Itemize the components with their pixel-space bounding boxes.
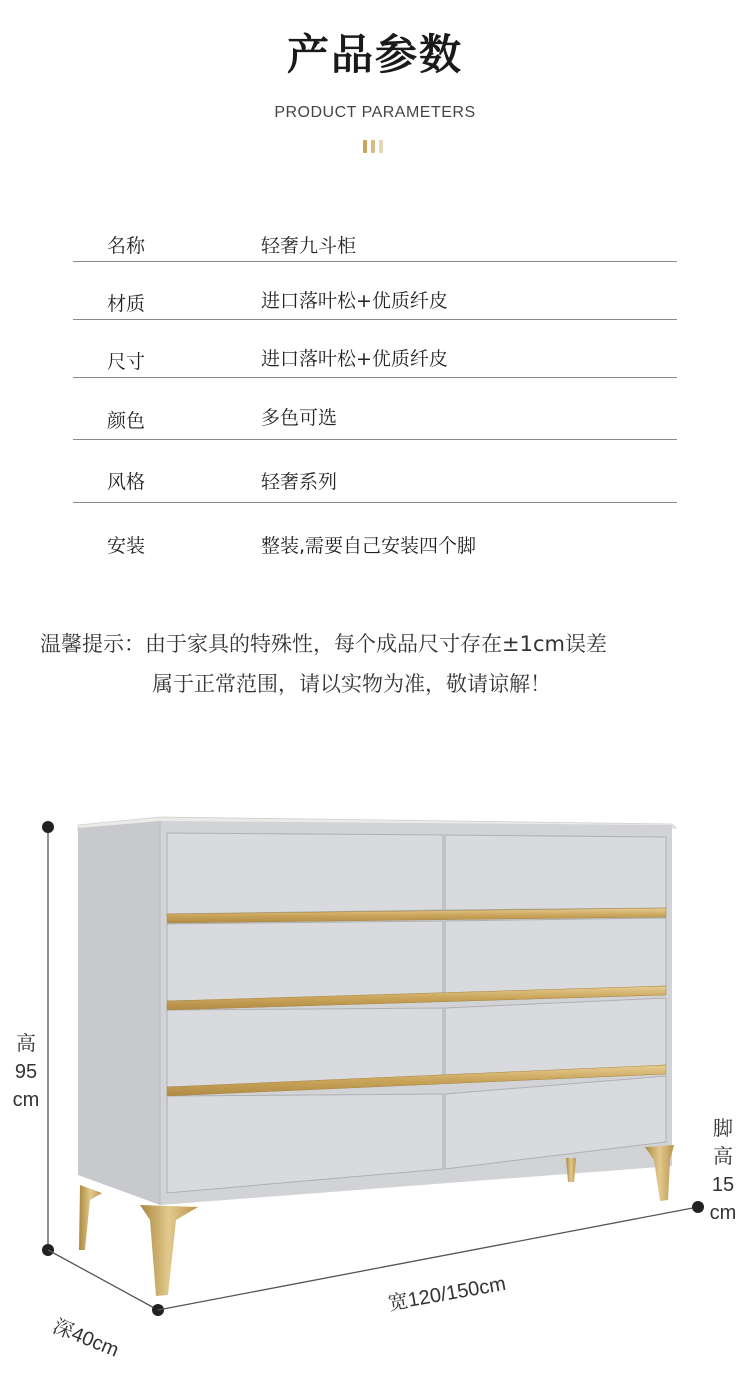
drawers-left xyxy=(167,833,443,1193)
leg-label-1: 脚 xyxy=(713,1118,733,1140)
param-key: 尺寸 xyxy=(107,351,146,373)
product-figure xyxy=(0,780,750,1370)
param-row-material xyxy=(73,262,677,320)
param-value: 多色可选 xyxy=(261,407,338,429)
param-key: 材质 xyxy=(107,293,146,315)
param-row-install xyxy=(73,503,677,563)
leg-height-label xyxy=(700,1115,746,1227)
param-key: 风格 xyxy=(107,471,146,493)
param-key: 颜色 xyxy=(107,410,146,432)
param-value: 轻奢九斗柜 xyxy=(261,235,357,257)
param-row-style xyxy=(73,440,677,503)
cabinet-side xyxy=(78,821,160,1205)
notice-line-1: 温馨提示：由于家具的特殊性，每个成品尺寸存在±1cm误差 xyxy=(40,632,607,656)
param-value: 整装,需要自己安装四个脚 xyxy=(261,535,477,557)
param-row-color xyxy=(73,378,677,440)
page-title: 产品参数 xyxy=(286,30,463,79)
dresser-illustration xyxy=(0,780,750,1370)
param-key: 安装 xyxy=(107,535,146,557)
page-subtitle: PRODUCT PARAMETERS xyxy=(274,104,476,121)
leg-label-2: 高 xyxy=(713,1146,733,1168)
param-row-size xyxy=(73,320,677,378)
param-key: 名称 xyxy=(107,235,146,257)
param-value: 轻奢系列 xyxy=(261,471,338,493)
width-label: 宽120/150cm xyxy=(386,1272,508,1316)
leg-value: 15 xyxy=(711,1174,735,1196)
leg-unit: cm xyxy=(709,1202,737,1224)
param-value: 进口落叶松+优质纤皮 xyxy=(261,290,448,312)
height-label-text: 高 xyxy=(16,1033,36,1055)
depth-label: 深40cm xyxy=(49,1315,122,1362)
notice-line-2: 属于正常范围，请以实物为准，敬请谅解！ xyxy=(152,672,551,696)
param-row-name xyxy=(73,218,677,262)
title-decoration xyxy=(363,140,389,153)
height-unit: cm xyxy=(12,1089,40,1111)
param-value: 进口落叶松+优质纤皮 xyxy=(261,348,448,370)
depth-dimension-line xyxy=(48,1250,164,1316)
height-value: 95 xyxy=(14,1061,38,1083)
height-label xyxy=(4,1030,48,1114)
params-table xyxy=(73,218,677,563)
